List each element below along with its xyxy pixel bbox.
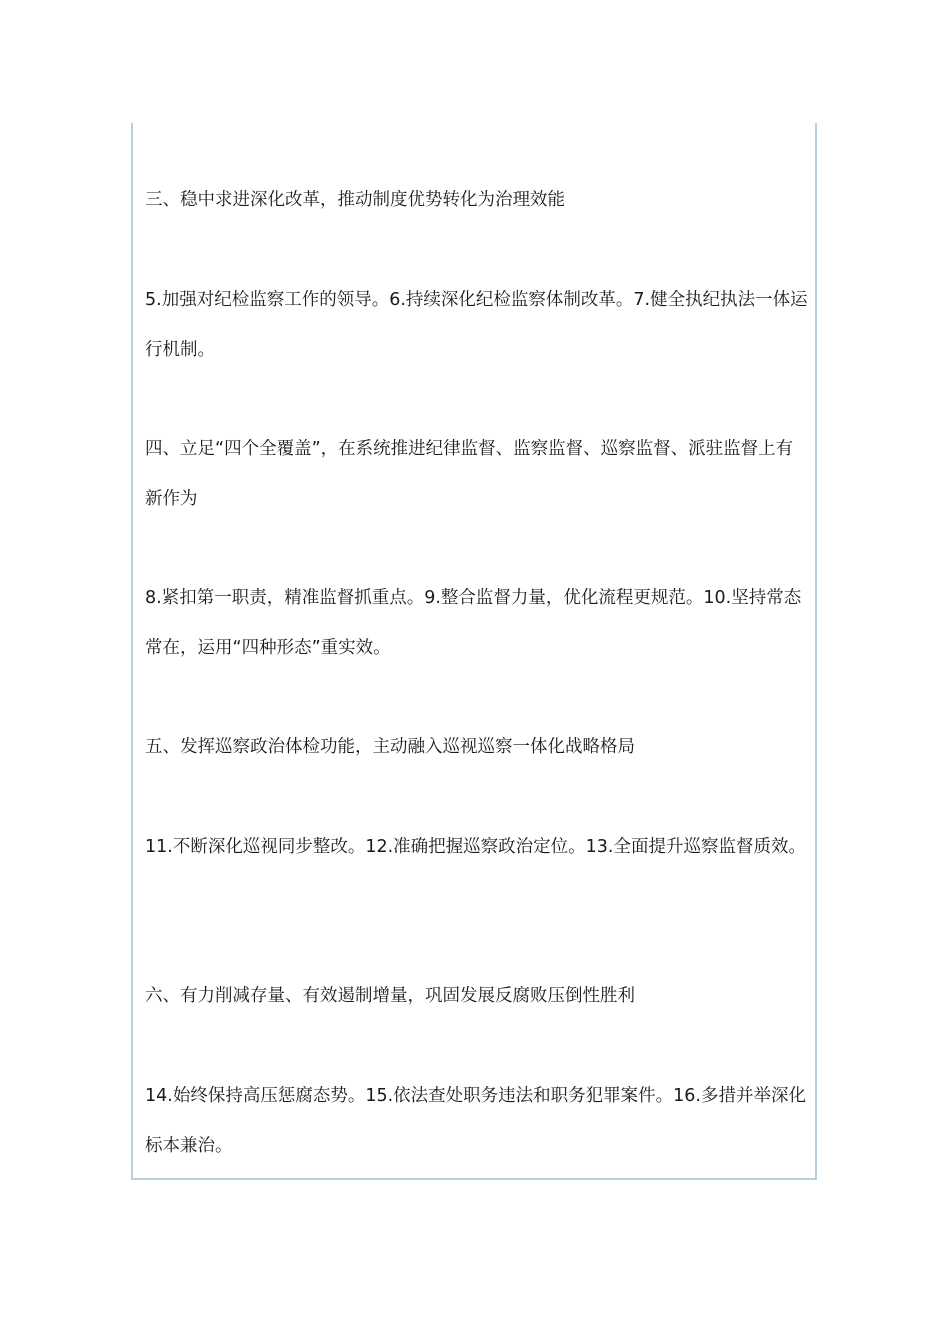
section-heading-3: 三、稳中求进深化改革，推动制度优势转化为治理效能 [145, 190, 565, 210]
section-heading-4: 四、立足“四个全覆盖”，在系统推进纪律监督、监察监督、巡察监督、派驻监督上有新作为 [145, 439, 794, 509]
section-body-6: 14.始终保持高压惩腐态势。15.依法查处职务违法和职务犯罪案件。16.多措并举深化标本兼治。 [145, 1086, 806, 1156]
section-body-4: 8.紧扣第一职责，精准监督抓重点。9.整合监督力量，优化流程更规范。10.坚持常态常在，运用“四种形态”重实效。 [145, 588, 802, 658]
section-body-3: 5.加强对纪检监察工作的领导。6.持续深化纪检监察体制改革。7.健全执纪执法一体运行机制。 [145, 290, 808, 360]
section-body-5: 11.不断深化巡视同步整改。12.准确把握巡察政治定位。13.全面提升巡察监督质效。 [145, 837, 806, 857]
section-heading-5: 五、发挥巡察政治体检功能，主动融入巡视巡察一体化战略格局 [145, 737, 635, 757]
section-heading-6: 六、有力削减存量、有效遏制增量，巩固发展反腐败压倒性胜利 [145, 986, 635, 1006]
